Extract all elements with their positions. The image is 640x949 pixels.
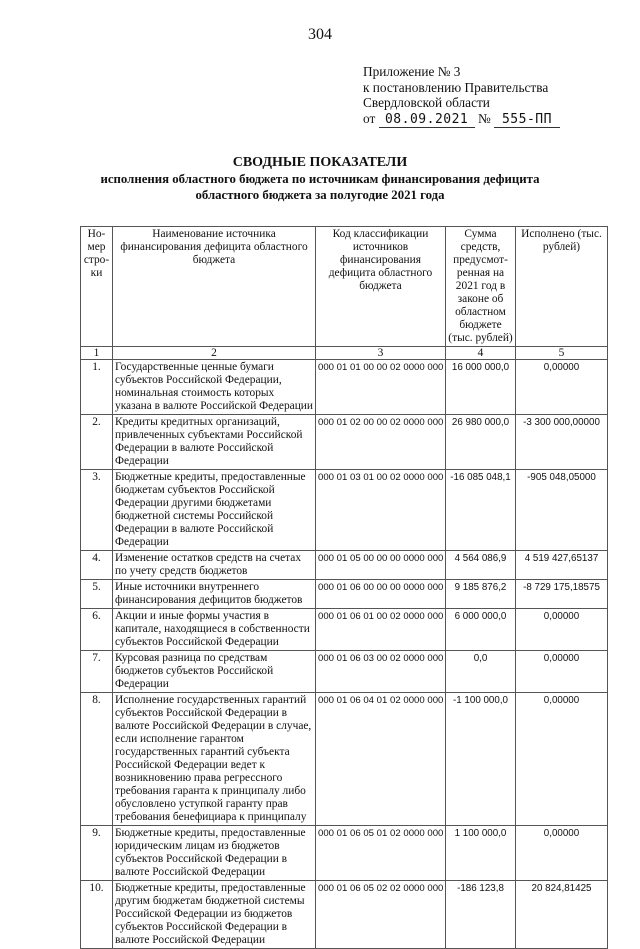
column-number: 5 — [516, 347, 608, 360]
planned-amount: 6 000 000,0 — [446, 609, 516, 651]
source-name: Акции и иные формы участия в капитале, находящиеся в собственности субъектов Российской Федерации — [113, 609, 316, 651]
appendix-block — [363, 64, 560, 128]
appendix-line-2: к постановлению Правительства — [363, 79, 549, 95]
planned-amount: 4 564 086,9 — [446, 551, 516, 580]
planned-amount: -186 123,8 — [446, 881, 516, 949]
title-subtitle-2: областного бюджета за полугодие 2021 года — [195, 188, 445, 202]
table-row — [81, 881, 608, 949]
header-row-number: Но-мер стро-ки — [81, 227, 113, 347]
appendix-date-line — [363, 111, 560, 128]
table-row — [81, 415, 608, 470]
column-number: 2 — [113, 347, 316, 360]
classification-code: 000 01 01 00 00 02 0000 000 — [316, 360, 446, 415]
table-row — [81, 470, 608, 551]
header-executed: Исполнено (тыс. рублей) — [516, 227, 608, 347]
column-number: 4 — [446, 347, 516, 360]
classification-code: 000 01 06 00 00 00 0000 000 — [316, 580, 446, 609]
row-number: 10. — [81, 881, 113, 949]
planned-amount: 0,0 — [446, 651, 516, 693]
executed-amount: -8 729 175,18575 — [516, 580, 608, 609]
source-name: Иные источники внутреннего финансирования дефицитов бюджетов — [113, 580, 316, 609]
page-number: 304 — [308, 26, 332, 43]
planned-amount: 16 000 000,0 — [446, 360, 516, 415]
planned-amount: 9 185 876,2 — [446, 580, 516, 609]
executed-amount: -905 048,05000 — [516, 470, 608, 551]
classification-code: 000 01 06 05 01 02 0000 000 — [316, 826, 446, 881]
column-number: 3 — [316, 347, 446, 360]
table-row — [81, 651, 608, 693]
financing-sources-table — [80, 226, 608, 949]
executed-amount: 0,00000 — [516, 609, 608, 651]
row-number: 7. — [81, 651, 113, 693]
classification-code: 000 01 06 05 02 02 0000 000 — [316, 881, 446, 949]
planned-amount: 26 980 000,0 — [446, 415, 516, 470]
source-name: Курсовая разница по средствам бюджетов субъектов Российской Федерации — [113, 651, 316, 693]
row-number: 2. — [81, 415, 113, 470]
classification-code: 000 01 05 00 00 00 0000 000 — [316, 551, 446, 580]
row-number: 1. — [81, 360, 113, 415]
source-name: Бюджетные кредиты, предоставленные юридическим лицам из бюджетов субъектов Российской Федерации в валюте Российской Федерации — [113, 826, 316, 881]
row-number: 9. — [81, 826, 113, 881]
classification-code: 000 01 02 00 00 02 0000 000 — [316, 415, 446, 470]
executed-amount: 0,00000 — [516, 360, 608, 415]
column-number: 1 — [81, 347, 113, 360]
document-title — [0, 155, 640, 203]
row-number: 6. — [81, 609, 113, 651]
decree-date: 08.09.2021 — [379, 113, 475, 128]
source-name: Государственные ценные бумаги субъектов Российской Федерации, номинальная стоимость которых указана в валюте Российской Федерации — [113, 360, 316, 415]
source-name: Исполнение государственных гарантий субъектов Российской Федерации в валюте Российской Федерации в случае, если исполнение гарантом государственных гарантий субъекта Российской Федерации ведет к возникновению права регрессного требования гаранта к принципалу либо обусловлено уступкой гаранту прав требования бенефициара к принципалу — [113, 693, 316, 826]
source-name: Бюджетные кредиты, предоставленные другим бюджетам бюджетной системы Российской Федерации из бюджетов субъектов Российской Федерации в валюте Российской Федерации — [113, 881, 316, 949]
executed-amount: 0,00000 — [516, 693, 608, 826]
table-row — [81, 551, 608, 580]
classification-code: 000 01 03 01 00 02 0000 000 — [316, 470, 446, 551]
header-classification-code: Код классификации источников финансирования дефицита областного бюджета — [316, 227, 446, 347]
source-name: Кредиты кредитных организаций, привлеченных субъектами Российской Федерации в валюте Российской Федерации — [113, 415, 316, 470]
date-prefix: от — [363, 110, 376, 126]
title-heading: СВОДНЫЕ ПОКАЗАТЕЛИ — [232, 155, 408, 170]
row-number: 5. — [81, 580, 113, 609]
row-number: 8. — [81, 693, 113, 826]
planned-amount: 1 100 000,0 — [446, 826, 516, 881]
classification-code: 000 01 06 01 00 02 0000 000 — [316, 609, 446, 651]
number-prefix: № — [477, 110, 491, 126]
decree-number: 555-ПП — [494, 113, 560, 128]
executed-amount: 4 519 427,65137 — [516, 551, 608, 580]
classification-code: 000 01 06 03 00 02 0000 000 — [316, 651, 446, 693]
table-row — [81, 609, 608, 651]
executed-amount: 0,00000 — [516, 826, 608, 881]
row-number: 4. — [81, 551, 113, 580]
source-name: Бюджетные кредиты, предоставленные бюджетам субъектов Российской Федерации другими бюджетами бюджетной системы Российской Федерации в валюте Российской Федерации — [113, 470, 316, 551]
executed-amount: 20 824,81425 — [516, 881, 608, 949]
table-row — [81, 826, 608, 881]
classification-code: 000 01 06 04 01 02 0000 000 — [316, 693, 446, 826]
table-row — [81, 360, 608, 415]
table-row — [81, 693, 608, 826]
appendix-line-3: Свердловской области — [363, 95, 490, 110]
table-header-row — [81, 227, 608, 347]
row-number: 3. — [81, 470, 113, 551]
planned-amount: -1 100 000,0 — [446, 693, 516, 826]
executed-amount: -3 300 000,00000 — [516, 415, 608, 470]
column-numbers-row — [81, 347, 608, 360]
header-source-name: Наименование источника финансирования дефицита областного бюджета — [113, 227, 316, 347]
source-name: Изменение остатков средств на счетах по учету средств бюджетов — [113, 551, 316, 580]
table-row — [81, 580, 608, 609]
header-planned-amount: Сумма средств, предусмот-ренная на 2021 год в законе об областном бюджете (тыс. рублей) — [446, 227, 516, 347]
executed-amount: 0,00000 — [516, 651, 608, 693]
planned-amount: -16 085 048,1 — [446, 470, 516, 551]
title-subtitle-1: исполнения областного бюджета по источникам финансирования дефицита — [100, 172, 540, 186]
appendix-line-1: Приложение № 3 — [363, 64, 461, 79]
